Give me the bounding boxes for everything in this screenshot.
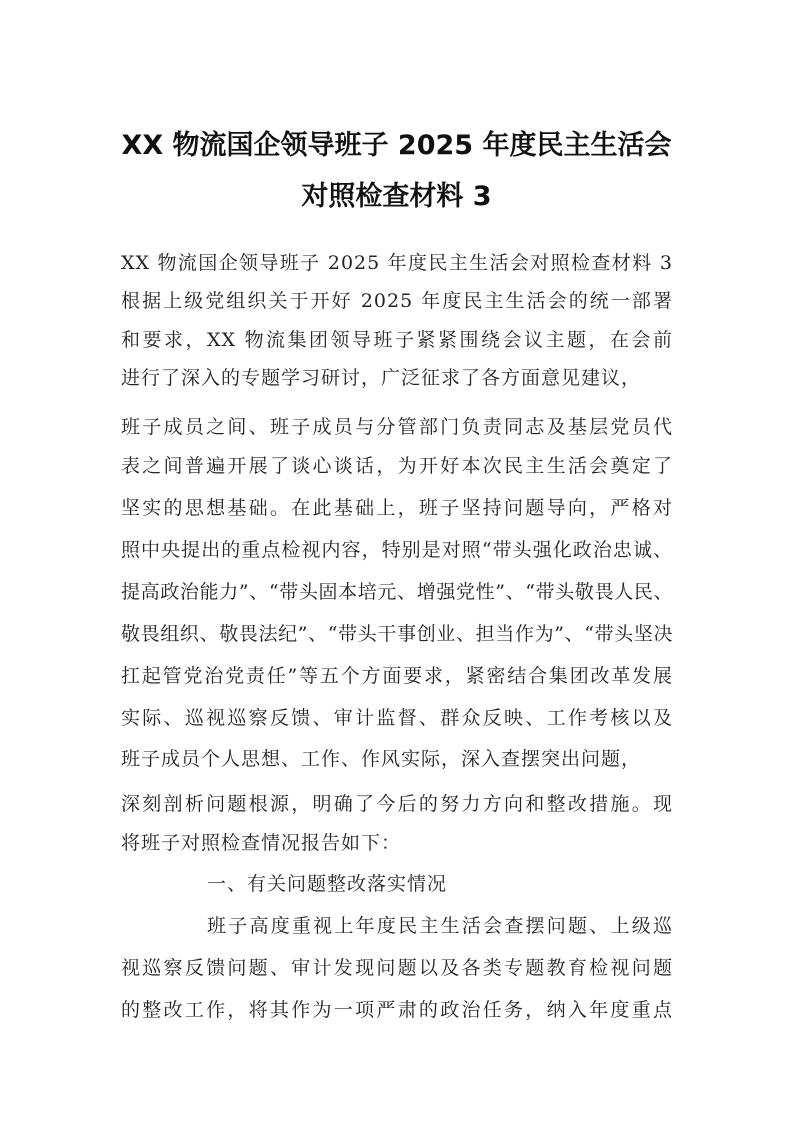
body-line: 提高政治能力”、“带头固本培元、增强党性”、“带头敬畏人民、 <box>121 581 673 603</box>
body-line: 表之间普遍开展了谈心谈话，为开好本次民主生活会奠定了 <box>121 455 673 477</box>
document-title-line-2: 对照检查材料 3 <box>301 181 492 212</box>
body-line: 扛起管党治党责任”等五个方面要求，紧密结合集团改革发展 <box>121 665 673 687</box>
body-line: 深刻剖析问题根源，明确了今后的努力方向和整改措施。现 <box>121 793 673 815</box>
body-line: 将班子对照检查情况报告如下： <box>121 832 402 854</box>
body-line: 根据上级党组织关于开好 2025 年度民主生活会的统一部署 <box>121 290 673 312</box>
section-heading: 一、有关问题整改落实情况 <box>207 873 448 895</box>
body-line: XX 物流国企领导班子 2025 年度民主生活会对照检查材料 3 <box>121 252 673 274</box>
body-line: 班子成员个人思想、工作、作风实际，深入查摆突出问题， <box>121 748 642 770</box>
section-body-line: 班子高度重视上年度民主生活会查摆问题、上级巡 <box>207 915 673 937</box>
body-line: 和要求，XX 物流集团领导班子紧紧围绕会议主题，在会前 <box>121 329 673 351</box>
section-body-line: 的整改工作，将其作为一项严肃的政治任务，纳入年度重点 <box>121 999 673 1021</box>
document-title-line-1: XX 物流国企领导班子 2025 年度民主生活会 <box>121 130 672 161</box>
body-line: 坚实的思想基础。在此基础上，班子坚持问题导向，严格对 <box>121 497 673 519</box>
body-line: 照中央提出的重点检视内容，特别是对照“带头强化政治忠诚、 <box>121 539 673 561</box>
section-body-line: 视巡察反馈问题、审计发现问题以及各类专题教育检视问题 <box>121 957 673 979</box>
body-line: 实际、巡视巡察反馈、审计监督、群众反映、工作考核以及 <box>121 707 673 729</box>
body-line: 班子成员之间、班子成员与分管部门负责同志及基层党员代 <box>121 416 673 438</box>
body-line: 进行了深入的专题学习研讨，广泛征求了各方面意见建议， <box>121 367 642 389</box>
body-line: 敬畏组织、敬畏法纪”、“带头干事创业、担当作为”、“带头坚决 <box>121 623 673 645</box>
